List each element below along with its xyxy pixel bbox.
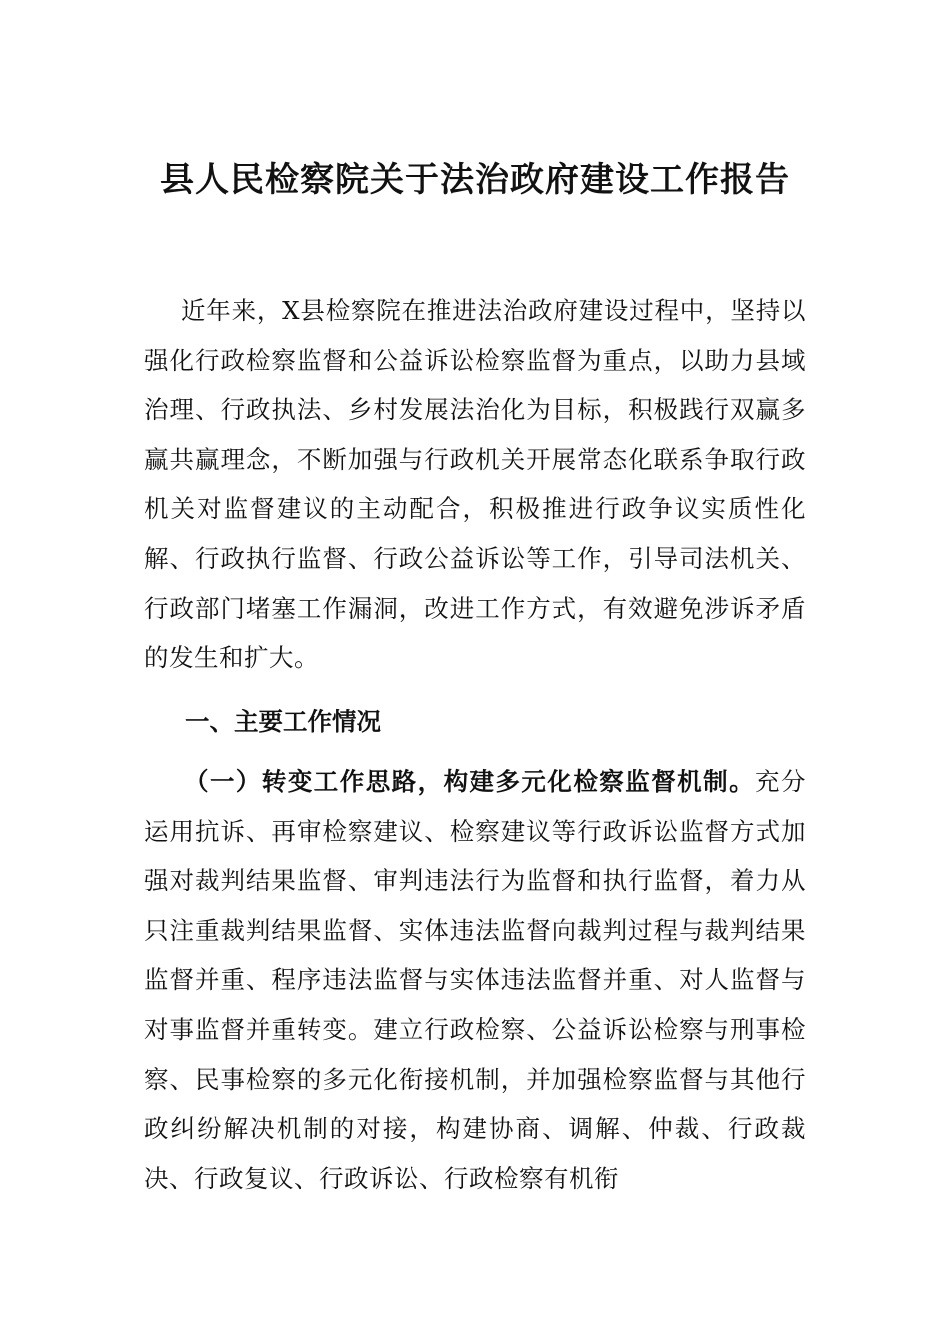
subsection-heading: （一）转变工作思路，构建多元化检察监督机制。: [184, 767, 756, 796]
section-heading-main-work: 一、主要工作情况: [185, 707, 381, 736]
subsection-body: 充分运用抗诉、再审检察建议、检察建议等行政诉讼监督方式加强对裁判结果监督、审判违法行为监督和执行监督，着力从只注重裁判结果监督、实体违法监督向裁判过程与裁判结果监督并重、程序违法监督与实体违法监督并重、对人监督与对事监督并重转变。建立行政检察、公益诉讼检察与刑事检察、民事检察的多元化衔接机制，并加强检察监督与其他行政纠纷解决机制的对接，构建协商、调解、仲裁、行政裁决、行政复议、行政诉讼、行政检察有机衔: [144, 767, 807, 1193]
subsection-paragraph: [144, 757, 806, 1203]
intro-paragraph: 近年来，X县检察院在推进法治政府建设过程中，坚持以强化行政检察监督和公益诉讼检察监督为重点，以助力县域治理、行政执法、乡村发展法治化为目标，积极践行双赢多赢共赢理念，不断加强与行政机关开展常态化联系争取行政机关对监督建议的主动配合，积极推进行政争议实质性化解、行政执行监督、行政公益诉讼等工作，引导司法机关、行政部门堵塞工作漏洞，改进工作方式，有效避免涉诉矛盾的发生和扩大。: [144, 296, 806, 673]
document-title: 县人民检察院关于法治政府建设工作报告: [160, 160, 790, 200]
